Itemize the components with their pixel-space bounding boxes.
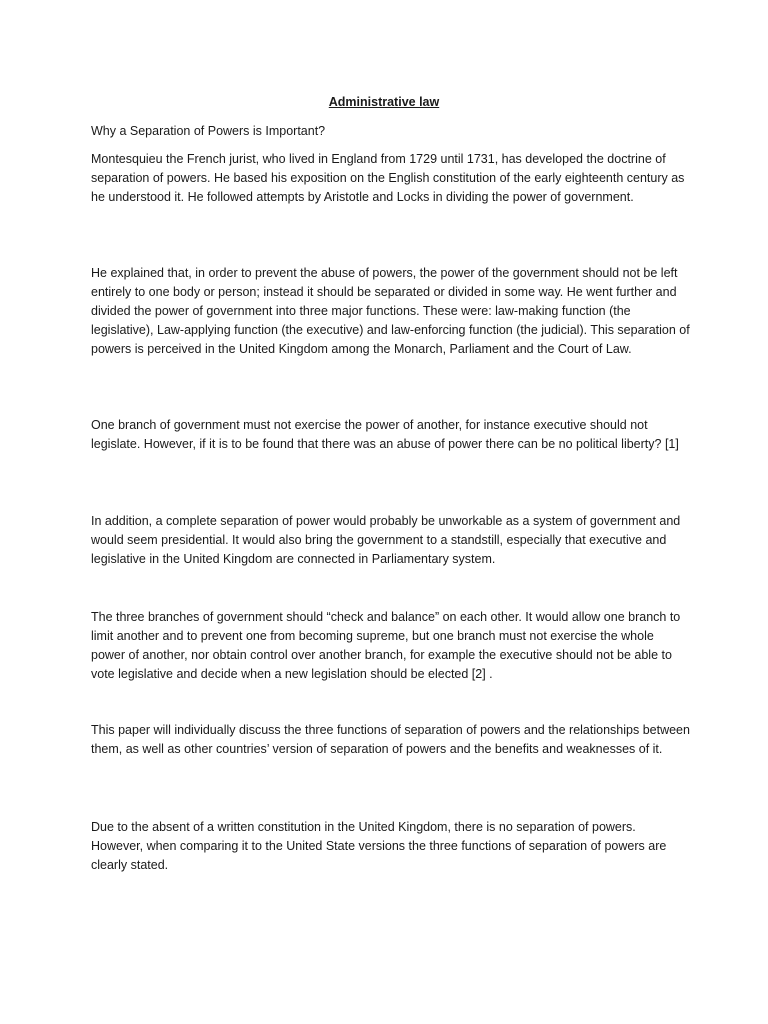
paragraph-check-and-balance: The three branches of government should “check and balance” on each other. It would allow one branch to limit another and to prevent one from becoming supreme, but one branch must not exercise the whole power of another, nor obtain control over another branch, for example the executive should not be able to vote legislative and decide when a new legislation should be elected [2] . <box>91 610 681 681</box>
paragraph-montesquieu: Montesquieu the French jurist, who lived in England from 1729 until 1731, has developed the doctrine of separation of powers. He based his exposition on the English constitution of the early eighteenth century as he understood it. He followed attempts by Aristotle and Locks in dividing the power of government. <box>91 152 685 204</box>
paragraph-written-constitution: Due to the absent of a written constitution in the United Kingdom, there is no separation of powers. However, when comparing it to the United State versions the three functions of separation of powers are clearly stated. <box>91 820 667 872</box>
question-heading: Why a Separation of Powers is Important? <box>91 124 326 138</box>
paragraph-branch-exercise: One branch of government must not exercise the power of another, for instance executive should not legislate. However, if it is to be found that there was an abuse of power there can be no political liberty? [1] <box>91 418 679 451</box>
paragraph-abuse-of-powers: He explained that, in order to prevent the abuse of powers, the power of the government should not be left entirely to one body or person; instead it should be separated or divided in some way. He went further and divided the power of government into three major functions. These were: law-making function (the legislative), Law-applying function (the executive) and law-enforcing function (the judicial). This separation of powers is perceived in the United Kingdom among the Monarch, Parliament and the Court of Law. <box>91 266 690 356</box>
document-title: Administrative law <box>328 95 440 109</box>
paragraph-complete-separation: In addition, a complete separation of power would probably be unworkable as a system of government and would seem presidential. It would also bring the government to a standstill, especially that executive and legislative in the United Kingdom are connected in Parliamentary system. <box>91 514 681 566</box>
paragraph-paper-scope: This paper will individually discuss the three functions of separation of powers and the relationships between them, as well as other countries’ version of separation of powers and the benefits and weaknesses of it. <box>91 723 690 756</box>
